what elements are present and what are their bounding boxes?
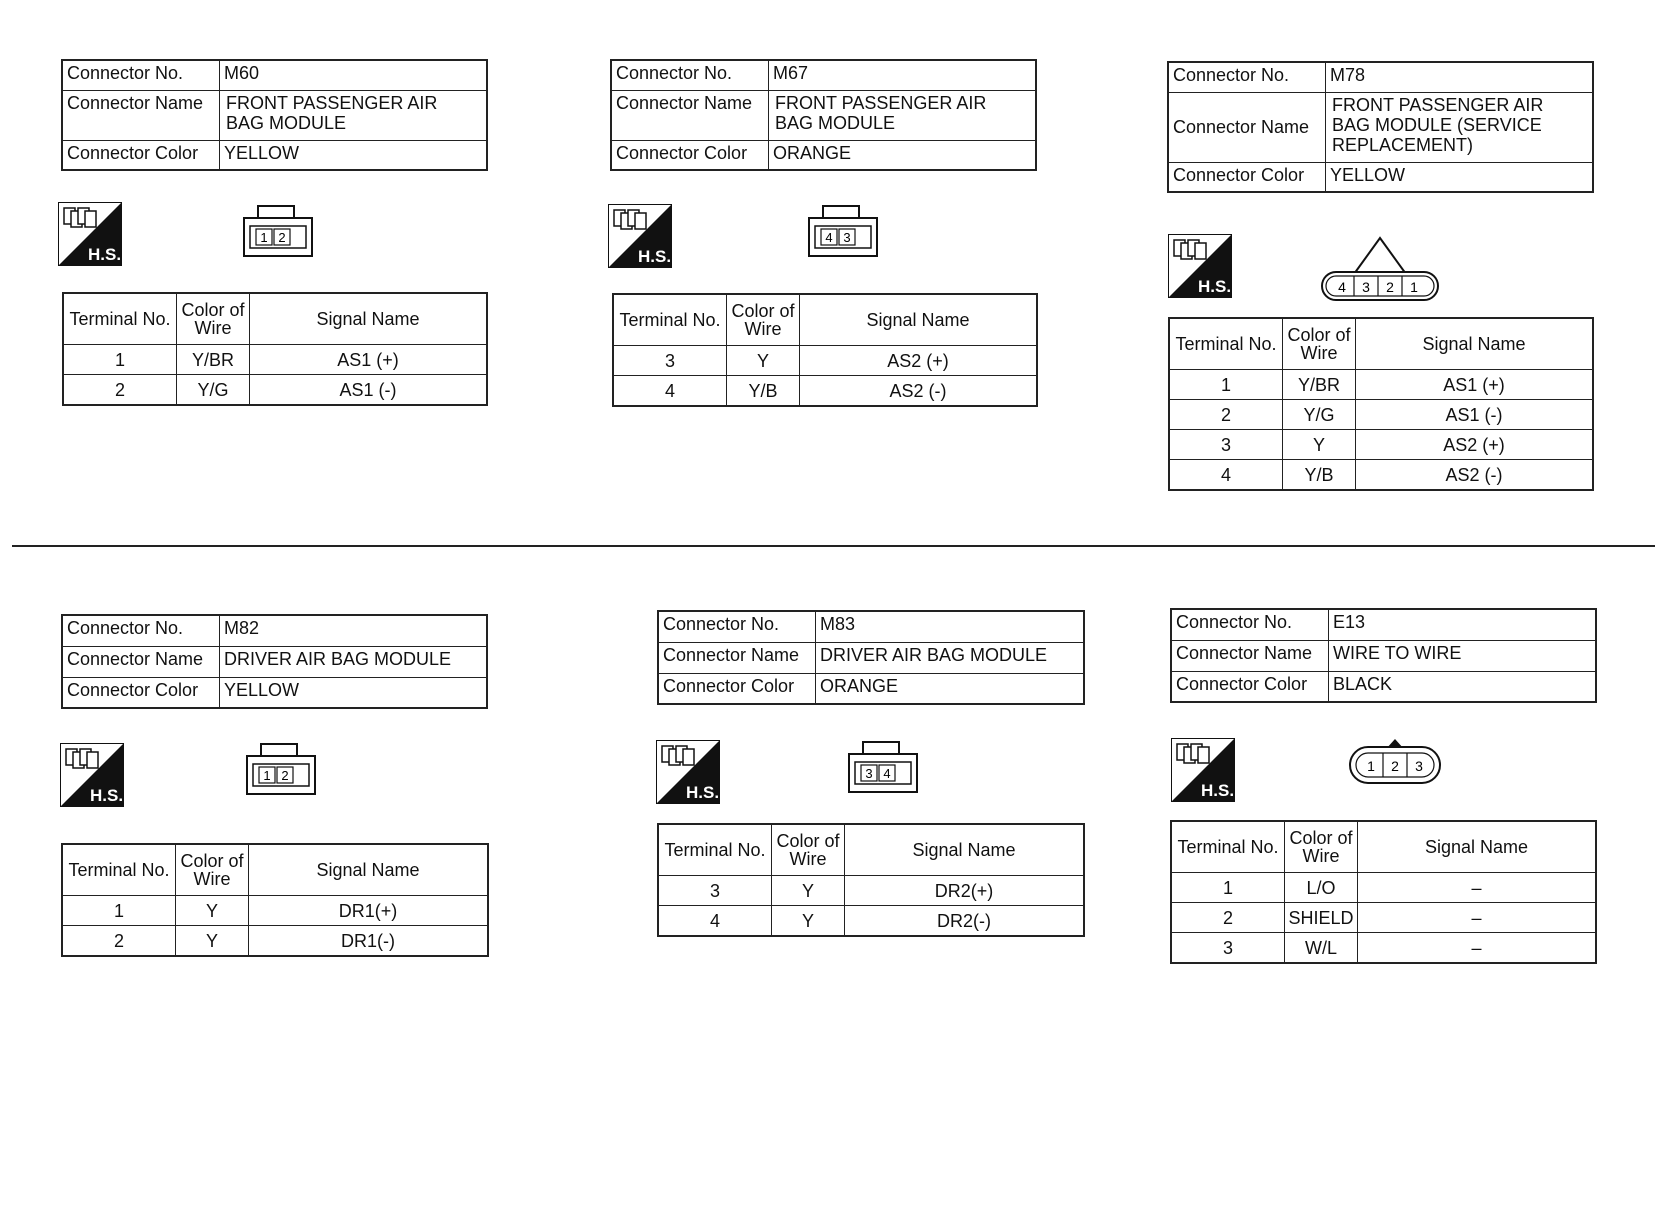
signal-name: AS1 (+) <box>1356 370 1594 400</box>
pin-number: 2 <box>1391 758 1399 774</box>
connector-face-icon <box>1346 735 1444 787</box>
connector-no: M60 <box>220 60 488 90</box>
header-terminal-no: Terminal No. <box>1171 821 1285 873</box>
table-row <box>62 926 488 957</box>
pin-number: 2 <box>278 230 286 245</box>
hs-badge-icon <box>656 740 720 804</box>
header-color-of-wire: Color of Wire <box>772 824 845 876</box>
connector-no: M67 <box>769 60 1037 90</box>
connector-info-table <box>61 614 488 709</box>
wire-color: Y <box>176 926 249 957</box>
wire-color: Y/G <box>177 375 250 406</box>
header-terminal-no: Terminal No. <box>63 293 177 345</box>
signal-name: AS2 (-) <box>800 376 1038 407</box>
wire-color: L/O <box>1285 873 1358 903</box>
connector-no: M83 <box>816 611 1085 642</box>
terminal-no: 3 <box>613 346 727 376</box>
section-divider <box>12 545 1655 547</box>
wire-color: SHIELD <box>1285 903 1358 933</box>
terminal-table <box>1168 317 1594 491</box>
signal-name: AS1 (+) <box>250 345 488 375</box>
table-row <box>1171 903 1596 933</box>
terminal-no: 3 <box>658 876 772 906</box>
terminal-table <box>61 843 489 957</box>
table-row <box>63 375 487 406</box>
connector-face-icon <box>807 204 881 260</box>
header-signal-name: Signal Name <box>800 294 1038 346</box>
wire-color: Y/G <box>1283 400 1356 430</box>
header-signal-name: Signal Name <box>250 293 488 345</box>
connector-info-table <box>657 610 1085 705</box>
header-terminal-no: Terminal No. <box>1169 318 1283 370</box>
table-row <box>62 896 488 926</box>
label-connector-color: Connector Color <box>1171 671 1329 702</box>
signal-name: AS2 (+) <box>800 346 1038 376</box>
wire-color: Y/B <box>727 376 800 407</box>
label-connector-name: Connector Name <box>658 642 816 673</box>
pin-number: 3 <box>865 766 873 781</box>
wire-color: Y <box>176 896 249 926</box>
hs-label: H.S. <box>1201 781 1235 800</box>
hs-badge-icon <box>1171 738 1235 802</box>
table-row <box>1171 933 1596 964</box>
pin-number: 4 <box>1338 279 1346 295</box>
signal-name: DR2(+) <box>845 876 1085 906</box>
connector-info-table <box>61 59 488 171</box>
hs-label: H.S. <box>686 783 720 802</box>
table-row <box>63 345 487 375</box>
pin-number: 1 <box>260 230 268 245</box>
connector-color: ORANGE <box>816 673 1085 704</box>
signal-name: DR2(-) <box>845 906 1085 937</box>
wire-color: Y/BR <box>177 345 250 375</box>
signal-name: AS2 (+) <box>1356 430 1594 460</box>
terminal-no: 4 <box>1169 460 1283 491</box>
terminal-no: 3 <box>1171 933 1285 964</box>
hs-badge-icon <box>1168 234 1232 298</box>
connector-color: YELLOW <box>1326 162 1594 192</box>
table-row <box>613 346 1037 376</box>
connector-name: FRONT PASSENGER AIR BAG MODULE <box>769 90 1037 140</box>
terminal-no: 1 <box>1171 873 1285 903</box>
label-connector-name: Connector Name <box>1171 640 1329 671</box>
wire-color: Y <box>1283 430 1356 460</box>
connector-face-icon <box>847 740 921 796</box>
table-row <box>1169 370 1593 400</box>
connector-face-icon <box>1318 234 1442 302</box>
connector-name: DRIVER AIR BAG MODULE <box>816 642 1085 673</box>
header-signal-name: Signal Name <box>1356 318 1594 370</box>
label-connector-color: Connector Color <box>1168 162 1326 192</box>
label-connector-name: Connector Name <box>1168 92 1326 162</box>
terminal-no: 2 <box>1169 400 1283 430</box>
connector-color: YELLOW <box>220 140 488 170</box>
connector-no: M78 <box>1326 62 1594 92</box>
label-connector-color: Connector Color <box>611 140 769 170</box>
connector-color: ORANGE <box>769 140 1037 170</box>
header-color-of-wire: Color of Wire <box>1285 821 1358 873</box>
header-signal-name: Signal Name <box>249 844 489 896</box>
table-row <box>1169 400 1593 430</box>
terminal-no: 3 <box>1169 430 1283 460</box>
pin-number: 2 <box>1386 279 1394 295</box>
header-terminal-no: Terminal No. <box>62 844 176 896</box>
label-connector-no: Connector No. <box>1168 62 1326 92</box>
table-row <box>613 376 1037 407</box>
header-terminal-no: Terminal No. <box>658 824 772 876</box>
pin-number: 1 <box>263 768 271 783</box>
wire-color: Y <box>727 346 800 376</box>
label-connector-no: Connector No. <box>62 60 220 90</box>
connector-name: DRIVER AIR BAG MODULE <box>220 646 488 677</box>
signal-name: AS1 (-) <box>1356 400 1594 430</box>
header-color-of-wire: Color of Wire <box>177 293 250 345</box>
label-connector-color: Connector Color <box>62 677 220 708</box>
label-connector-no: Connector No. <box>658 611 816 642</box>
hs-badge-icon <box>608 204 672 268</box>
terminal-no: 1 <box>63 345 177 375</box>
label-connector-no: Connector No. <box>62 615 220 646</box>
signal-name: – <box>1358 903 1597 933</box>
hs-badge-icon <box>58 202 122 266</box>
connector-no: M82 <box>220 615 488 646</box>
pin-number: 3 <box>1415 758 1423 774</box>
label-connector-no: Connector No. <box>611 60 769 90</box>
terminal-table <box>62 292 488 406</box>
terminal-no: 2 <box>63 375 177 406</box>
header-color-of-wire: Color of Wire <box>176 844 249 896</box>
signal-name: DR1(-) <box>249 926 489 957</box>
table-row <box>658 876 1084 906</box>
table-row <box>1169 460 1593 491</box>
connector-face-icon <box>245 742 319 798</box>
signal-name: AS2 (-) <box>1356 460 1594 491</box>
header-signal-name: Signal Name <box>1358 821 1597 873</box>
pin-number: 1 <box>1410 279 1418 295</box>
pin-number: 4 <box>825 230 833 245</box>
header-color-of-wire: Color of Wire <box>727 294 800 346</box>
pin-number: 3 <box>1362 279 1370 295</box>
connector-name: WIRE TO WIRE <box>1329 640 1597 671</box>
header-color-of-wire: Color of Wire <box>1283 318 1356 370</box>
connector-info-table <box>1170 608 1597 703</box>
hs-label: H.S. <box>1198 277 1232 296</box>
terminal-table <box>1170 820 1597 964</box>
label-connector-name: Connector Name <box>62 646 220 677</box>
connector-info-table <box>1167 61 1594 193</box>
connector-name: FRONT PASSENGER AIR BAG MODULE <box>220 90 488 140</box>
hs-badge-icon <box>60 743 124 807</box>
connector-color: YELLOW <box>220 677 488 708</box>
signal-name: AS1 (-) <box>250 375 488 406</box>
wire-color: Y/BR <box>1283 370 1356 400</box>
connector-name: FRONT PASSENGER AIR BAG MODULE (SERVICE REPLACEMENT) <box>1326 92 1594 162</box>
hs-label: H.S. <box>90 786 124 805</box>
label-connector-name: Connector Name <box>611 90 769 140</box>
header-signal-name: Signal Name <box>845 824 1085 876</box>
pin-number: 1 <box>1367 758 1375 774</box>
pin-number: 3 <box>843 230 851 245</box>
table-row <box>1169 430 1593 460</box>
label-connector-color: Connector Color <box>658 673 816 704</box>
label-connector-color: Connector Color <box>62 140 220 170</box>
label-connector-no: Connector No. <box>1171 609 1329 640</box>
pin-number: 2 <box>281 768 289 783</box>
connector-no: E13 <box>1329 609 1597 640</box>
wire-color: Y/B <box>1283 460 1356 491</box>
terminal-table <box>657 823 1085 937</box>
table-row <box>658 906 1084 937</box>
hs-label: H.S. <box>638 247 672 266</box>
label-connector-name: Connector Name <box>62 90 220 140</box>
connector-info-table <box>610 59 1037 171</box>
terminal-no: 2 <box>62 926 176 957</box>
header-terminal-no: Terminal No. <box>613 294 727 346</box>
terminal-no: 4 <box>658 906 772 937</box>
connector-color: BLACK <box>1329 671 1597 702</box>
wire-color: Y <box>772 906 845 937</box>
pin-number: 4 <box>883 766 891 781</box>
signal-name: – <box>1358 873 1597 903</box>
signal-name: – <box>1358 933 1597 964</box>
table-row <box>1171 873 1596 903</box>
wire-color: W/L <box>1285 933 1358 964</box>
wire-color: Y <box>772 876 845 906</box>
terminal-no: 2 <box>1171 903 1285 933</box>
terminal-table <box>612 293 1038 407</box>
terminal-no: 1 <box>62 896 176 926</box>
hs-label: H.S. <box>88 245 122 264</box>
terminal-no: 4 <box>613 376 727 407</box>
terminal-no: 1 <box>1169 370 1283 400</box>
signal-name: DR1(+) <box>249 896 489 926</box>
connector-face-icon <box>242 204 316 260</box>
